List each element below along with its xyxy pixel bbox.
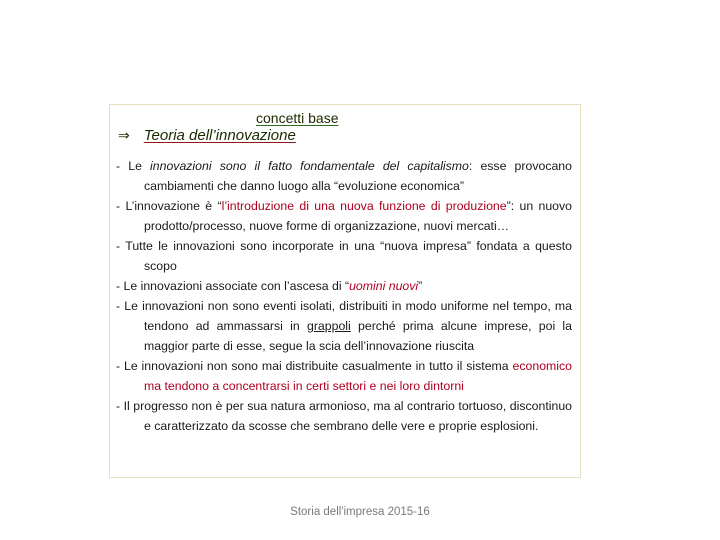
slide-heading <box>118 127 296 144</box>
list-item <box>116 396 572 436</box>
list-item <box>116 236 572 276</box>
heading-text: Teoria dell’innovazione <box>143 127 296 144</box>
right-double-arrow-icon: ⇒ <box>118 127 130 143</box>
list-item <box>116 156 572 196</box>
item-text: - Le innovazioni associate con l’ascesa di “ <box>116 279 350 293</box>
item-text: ” <box>418 279 423 293</box>
item-text: - Le <box>116 159 151 173</box>
item-text: : esse provocano cambiamenti che danno luogo alla “evoluzione economica” <box>144 159 572 193</box>
item-text: - Il progresso non è per sua natura armonioso, ma al contrario tortuoso, discontinuo e caratterizzato da scosse che sembrano delle vere e proprie esplosioni. <box>116 399 572 433</box>
item-highlight: uomini nuovi <box>349 279 419 293</box>
item-text: - Le innovazioni non sono mai distribuite casualmente in tutto il sistema <box>116 359 513 373</box>
bullet-list <box>116 156 572 436</box>
list-item <box>116 276 572 296</box>
item-underlined: grappoli <box>307 319 351 333</box>
item-text: - Le innovazioni non sono eventi isolati, distribuiti in modo uniforme nel tempo, ma tendono ad ammassarsi in <box>116 299 572 333</box>
item-highlight: l’introduzione di una nuova funzione di produzione <box>221 199 507 213</box>
item-emphasis: innovazioni sono il fatto fondamentale del capitalismo <box>150 159 469 173</box>
list-item <box>116 296 572 356</box>
item-text: - Tutte le innovazioni sono incorporate in una “nuova impresa” fondata a questo scopo <box>116 239 572 273</box>
slide-subtitle: concetti base <box>256 110 339 126</box>
item-text: ”: un nuovo prodotto/processo, nuove forme di organizzazione, nuovi mercati… <box>144 199 573 233</box>
list-item <box>116 196 572 236</box>
slide-footer: Storia dell'impresa 2015-16 <box>290 506 430 518</box>
item-highlight: economico ma tendono a concentrarsi in certi settori e nei loro dintorni <box>144 359 572 393</box>
list-item <box>116 356 572 396</box>
item-text: perché prima alcune imprese, poi la maggior parte di esse, segue la scia dell’innovazione riuscita <box>144 319 572 353</box>
item-text: - L’innovazione è “ <box>116 199 222 213</box>
